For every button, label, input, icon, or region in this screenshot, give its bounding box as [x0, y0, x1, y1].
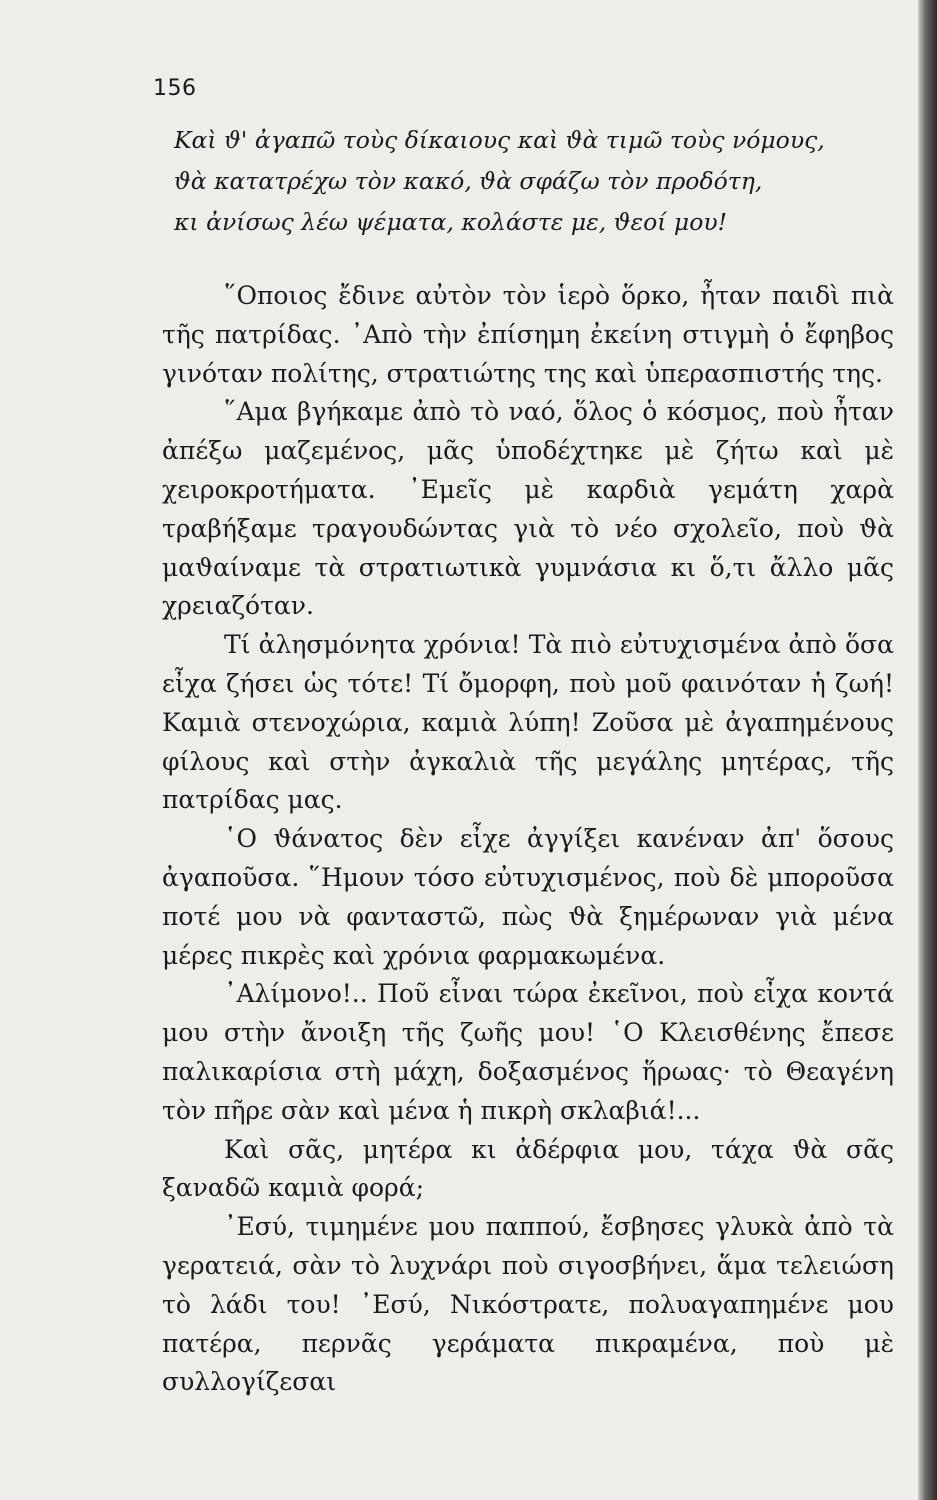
paragraph: ῾Ο ϑάνατος δὲν εἶχε ἀγγίξει κανέναν ἀπ' ὅσους ἀγαποῦσα. ῞Ημουν τόσο εὐτυχισμένος, ποὺ δὲ μποροῦσα ποτέ μου νὰ φανταστῶ, πὼς ϑὰ ξημέρωναν γιὰ μένα μέρες πικρὲς καὶ χρόνια φαρμακωμένα.: [162, 824, 894, 970]
book-spine-shadow: [918, 0, 937, 1500]
prose-body: [162, 277, 894, 1402]
paragraph: ᾿Αλίμονο!.. Ποῦ εἶναι τώρα ἐκεῖνοι, ποὺ εἶχα κοντά μου στὴν ἄνοιξη τῆς ζωῆς μου! ῾Ο Κλεισθένης ἔπεσε παλικαρίσια στὴ μάχη, δοξασμένος ἥρωας· τὸ Θεαγένη τὸν πῆρε σὰν καὶ μένα ἡ πικρὴ σκλαβιά!...: [162, 979, 894, 1125]
paragraph: ῞Οποιος ἔδινε αὐτὸν τὸν ἱερὸ ὅρκο, ἦταν παιδὶ πιὰ τῆς πατρίδας. ᾿Απὸ τὴν ἐπίσημη ἐκείνη στιγμὴ ὁ ἔφηβος γινόταν πολίτης, στρατιώτης της καὶ ὑπερασπιστής της.: [162, 281, 894, 388]
page-number: 156: [153, 76, 197, 101]
verse-line: ϑὰ κατατρέχω τὸν κακό, ϑὰ σφάζω τὸν προδότη,: [174, 167, 763, 195]
verse-line: Καὶ ϑ' ἀγαπῶ τοὺς δίκαιους καὶ ϑὰ τιμῶ τοὺς νόμους,: [174, 126, 825, 154]
paragraph: Καὶ σᾶς, μητέρα κι ἀδέρφια μου, τάχα ϑὰ σᾶς ξαναδῶ καμιὰ φορά;: [162, 1134, 894, 1203]
paragraph: ῞Αμα βγήκαμε ἀπὸ τὸ ναό, ὅλος ὁ κόσμος, ποὺ ἦταν ἀπέξω μαζεμένος, μᾶς ὑποδέχτηκε μὲ ζήτω καὶ μὲ χειροκροτήματα. ᾿Εμεῖς μὲ καρδιὰ γεμάτη χαρὰ τραβήξαμε τραγουδώντας γιὰ τὸ νέο σχολεῖο, ποὺ ϑὰ μαϑαίναμε τὰ στρατιωτικὰ γυμνάσια κι ὅ,τι ἄλλο μᾶς χρειαζόταν.: [162, 397, 894, 621]
verse-stanza: [174, 120, 894, 243]
verse-line: κι ἀνίσως λέω ψέματα, κολάστε με, ϑεοί μου!: [174, 208, 728, 236]
page-text: [162, 120, 894, 1402]
paragraph: ᾿Εσύ, τιμημένε μου παππού, ἔσβησες γλυκὰ ἀπὸ τὰ γερατειά, σὰν τὸ λυχνάρι ποὺ σιγοσβήνει, ἅμα τελειώση τὸ λάδι του! ᾿Εσύ, Νικόστρατε, πολυαγαπημένε μου πατέρα, περνᾶς γεράματα πικραμένα, ποὺ μὲ συλλογίζεσαι: [162, 1212, 894, 1397]
paragraph: Τί ἀλησμόνητα χρόνια! Τὰ πιὸ εὐτυχισμένα ἀπὸ ὅσα εἶχα ζήσει ὡς τότε! Τί ὄμορφη, ποὺ μοῦ φαινόταν ἡ ζωή! Καμιὰ στενοχώρια, καμιὰ λύπη! Ζοῦσα μὲ ἀγαπημένους φίλους καὶ στὴν ἀγκαλιὰ τῆς μεγάλης μητέρας, τῆς πατρίδας μας.: [162, 630, 894, 815]
